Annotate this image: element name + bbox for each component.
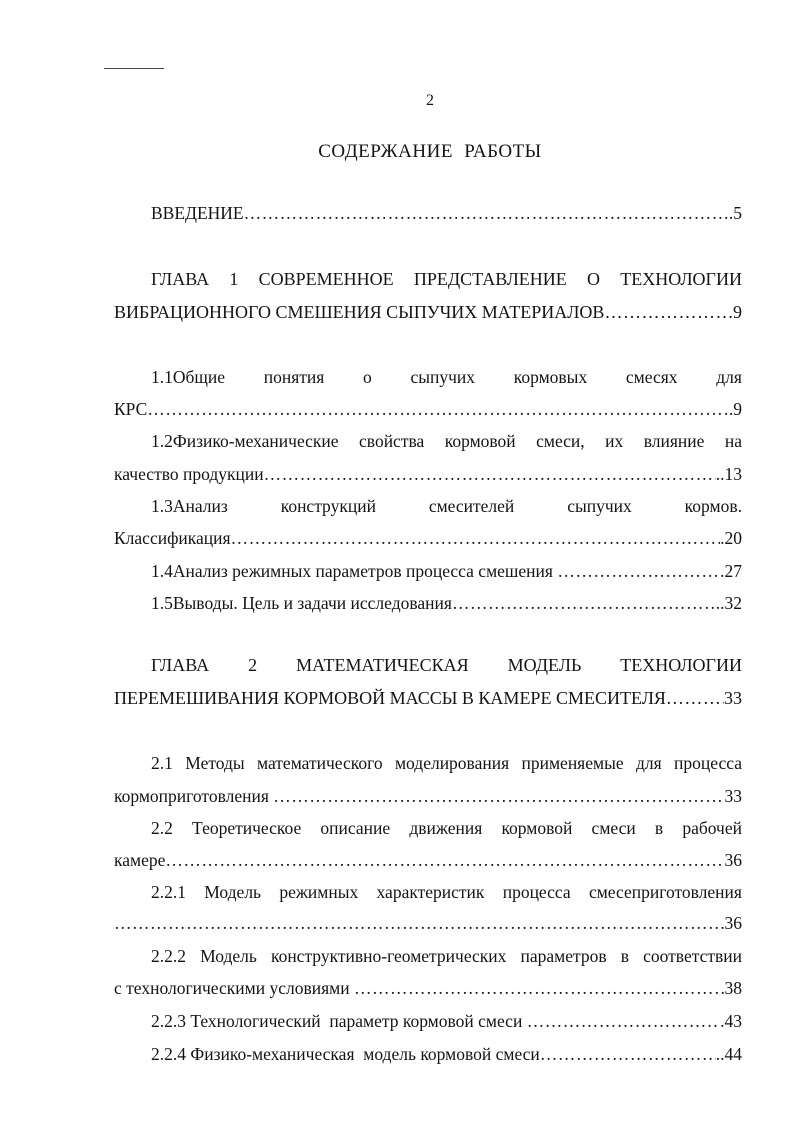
word: кормов. (684, 496, 742, 516)
word: для (635, 753, 662, 773)
word: 2.2 (151, 818, 173, 838)
toc-entry-2-1-line2 (114, 786, 742, 807)
leader-dots (165, 850, 724, 871)
word: смеси, (536, 431, 585, 451)
word: 1.2Физико-механические (151, 431, 339, 451)
toc-page: .5 (728, 203, 742, 223)
toc-chapter2-line2 (114, 688, 742, 709)
word: Методы (185, 753, 245, 773)
toc-entry-2-2-line1 (151, 818, 742, 839)
leader-dots (527, 1011, 720, 1032)
word: СОВРЕМЕННОЕ (258, 269, 394, 289)
toc-page: 33 (724, 688, 742, 708)
word: сыпучих (567, 496, 632, 516)
word: описание (320, 818, 391, 838)
word: математического (257, 753, 383, 773)
toc-entry-2-2-1-line1 (151, 882, 742, 903)
toc-page: 9 (733, 302, 742, 322)
page-number: 2 (426, 92, 434, 109)
word: смесителей (428, 496, 515, 516)
word: в (654, 818, 664, 838)
word: кормовой (501, 818, 573, 838)
word: процесса (674, 753, 742, 773)
word: моделирования (394, 753, 510, 773)
toc-entry-intro (151, 203, 742, 224)
toc-label: 2.2.4 Физико-механическая модель кормовой смеси (151, 1044, 540, 1064)
toc-page: .20 (720, 528, 742, 548)
toc-entry-2-1-line1 (151, 753, 742, 774)
word: Модель (200, 946, 257, 966)
word: о (363, 367, 372, 387)
word: рабочей (682, 818, 742, 838)
word: кормовых (513, 367, 588, 387)
toc-entry-1-3-line1 (151, 496, 742, 517)
toc-entry-1-1-line2 (114, 399, 742, 420)
toc-label: ВВЕДЕНИЕ (151, 203, 244, 223)
word: свойства (359, 431, 425, 451)
word: 1 (229, 269, 239, 289)
word: ТЕХНОЛОГИИ (620, 269, 742, 289)
word: на (724, 431, 742, 451)
word: ПРЕДСТАВЛЕНИЕ (413, 269, 567, 289)
word: 1.3Анализ (151, 496, 228, 516)
leader-dots (354, 978, 725, 999)
word: конструкций (280, 496, 376, 516)
leader-dots (666, 688, 724, 709)
word: соответствии (643, 946, 742, 966)
toc-page: 27 (724, 561, 742, 581)
toc-page: 38 (724, 978, 742, 998)
toc-label: ПЕРЕМЕШИВАНИЯ КОРМОВОЙ МАССЫ В КАМЕРЕ СМЕСИТЕЛЯ (114, 688, 666, 708)
toc-entry-1-2-line2 (114, 464, 742, 485)
leader-dots (244, 203, 729, 224)
word: их (605, 431, 624, 451)
word: смесеприготовления (588, 882, 742, 902)
word: режимных (279, 882, 359, 902)
page-title: СОДЕРЖАНИЕ РАБОТЫ (318, 141, 542, 162)
word: ТЕХНОЛОГИИ (620, 655, 742, 675)
word: 2.2.2 (151, 946, 186, 966)
toc-label: 2.2.3 Технологический параметр кормовой смеси (151, 1011, 527, 1031)
toc-entry-1-5 (151, 593, 742, 614)
word: 1.1Общие (151, 367, 226, 387)
leader-dots (273, 786, 724, 807)
word: в (620, 946, 629, 966)
toc-entry-2-2-3 (151, 1011, 742, 1032)
toc-entry-2-2-4 (151, 1044, 742, 1065)
toc-page: ..32 (715, 593, 742, 613)
word: О (587, 269, 600, 289)
word: влияние (643, 431, 705, 451)
leader-dots (452, 593, 716, 614)
toc-entry-2-2-2-line2 (114, 978, 742, 999)
toc-entry-1-3-line2 (114, 528, 742, 549)
word: МАТЕМАТИЧЕСКАЯ (296, 655, 469, 675)
word: кормовой (444, 431, 516, 451)
word: смеси (591, 818, 636, 838)
toc-page: 36 (724, 850, 742, 870)
toc-chapter1-line1 (151, 269, 742, 290)
toc-label: кормоприготовления (114, 786, 274, 806)
toc-label: качество продукции (114, 464, 264, 484)
leader-dots (114, 913, 725, 934)
toc-chapter1-line2 (114, 302, 742, 323)
word: параметров (520, 946, 607, 966)
word: применяемые (521, 753, 624, 773)
toc-page: 36 (724, 913, 742, 933)
toc-page: .43 (720, 1011, 742, 1031)
toc-entry-1-4 (151, 561, 742, 582)
word: движения (409, 818, 483, 838)
toc-page: 33 (724, 786, 742, 806)
toc-entry-2-2-line2 (114, 850, 742, 871)
toc-label: 1.4Анализ режимных параметров процесса смешения (151, 561, 558, 581)
word: 2.1 (151, 753, 173, 773)
toc-page: ..13 (715, 464, 742, 484)
header-rule (104, 68, 164, 69)
word: для (716, 367, 742, 387)
leader-dots (604, 302, 733, 323)
leader-dots (540, 1044, 716, 1065)
toc-entry-1-2-line1 (151, 431, 742, 452)
toc-label: КРС (114, 399, 148, 419)
toc-label: с технологическими условиями (114, 978, 354, 998)
word: Модель (204, 882, 262, 902)
word: конструктивно-геометрических (270, 946, 507, 966)
word: 2.2.1 (151, 882, 186, 902)
toc-entry-1-1-line1 (151, 367, 742, 388)
leader-dots (231, 528, 721, 549)
leader-dots (557, 561, 724, 582)
word: сыпучих (410, 367, 476, 387)
toc-entry-2-2-2-line1 (151, 946, 742, 967)
toc-label: камере (114, 850, 166, 870)
word: смесях (625, 367, 678, 387)
word: характеристик (376, 882, 485, 902)
word: понятия (263, 367, 325, 387)
word: процесса (502, 882, 571, 902)
word: ГЛАВА (151, 655, 210, 675)
toc-label: Классификация (114, 528, 231, 548)
word: ГЛАВА (151, 269, 210, 289)
toc-page: .9 (728, 399, 742, 419)
toc-label: ВИБРАЦИОННОГО СМЕШЕНИЯ СЫПУЧИХ МАТЕРИАЛОВ (114, 302, 605, 322)
leader-dots (147, 399, 729, 420)
toc-chapter2-line1 (151, 655, 742, 676)
leader-dots (264, 464, 716, 485)
word: МОДЕЛЬ (507, 655, 582, 675)
word: Теоретическое (192, 818, 302, 838)
toc-entry-2-2-1-line2 (114, 913, 742, 934)
word: 2 (248, 655, 258, 675)
toc-page: ..44 (715, 1044, 742, 1064)
toc-label: 1.5Выводы. Цель и задачи исследования (151, 593, 452, 613)
